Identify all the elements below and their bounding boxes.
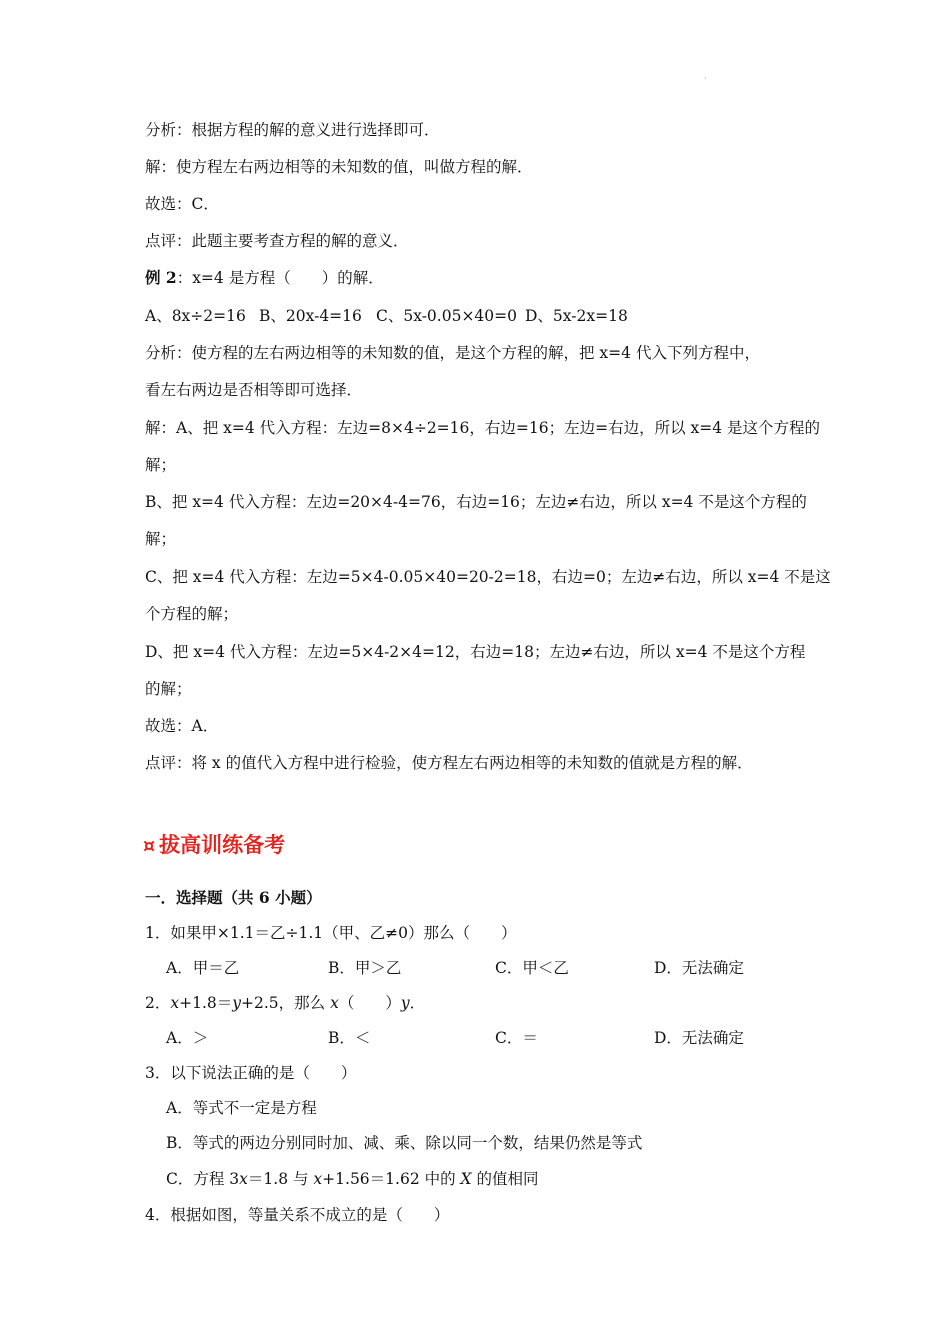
ex2-comment: 点评：将 x 的值代入方程中进行检验，使方程左右两边相等的未知数的值就是方程的解．: [145, 754, 753, 772]
ex2-sol-a-line1: 解：A、把 x=4 代入方程：左边=8×4÷2=16，右边=16；左边=右边，所以 x=4 是这个方程的: [145, 419, 821, 437]
q3-option-c: [166, 1168, 539, 1190]
q4-stem: 4．根据如图，等量关系不成立的是（ ）: [145, 1206, 450, 1224]
q3c-var-x: x: [239, 1170, 248, 1188]
ex1-answer: 故选：C．: [145, 195, 219, 213]
section-heading: [143, 830, 285, 861]
q2-var-x: x: [330, 994, 339, 1012]
ex2-analysis-line2: 看左右两边是否相等即可选择．: [145, 381, 363, 399]
q2-var-x: x: [170, 994, 180, 1012]
q3-option-a: A．等式不一定是方程: [166, 1099, 317, 1117]
q2-option-b: B．＜: [328, 1029, 371, 1047]
ex1-comment: 点评：此题主要考查方程的解的意义．: [145, 232, 409, 250]
q3c-text: 的值相同: [471, 1170, 539, 1188]
ex2-analysis-line1: 分析：使方程的左右两边相等的未知数的值，是这个方程的解，把 x=4 代入下列方程中，: [145, 344, 760, 362]
ex2-answer: 故选：A．: [145, 717, 219, 735]
header-dot: ·: [704, 74, 707, 83]
q1-option-c: C．甲＜乙: [495, 959, 569, 977]
q2-text: （ ）: [338, 994, 401, 1012]
q2-var-y: y: [232, 994, 242, 1012]
section-marker-icon: ¤: [143, 835, 156, 857]
q3c-text: +1.56＝1.62 中的: [322, 1170, 461, 1188]
q1-option-b: B．甲＞乙: [328, 959, 402, 977]
q2-text: +1.8＝: [179, 994, 233, 1012]
q3-option-b: B．等式的两边分别同时加、减、乘、除以同一个数，结果仍然是等式: [166, 1134, 643, 1152]
q3c-text: C．方程 3: [166, 1170, 240, 1188]
ex2-option-a: A、8x÷2=16: [145, 307, 246, 325]
q2-option-a: A．＞: [166, 1029, 209, 1047]
q1-stem: 1．如果甲×1.1＝乙÷1.1（甲、乙≠0）那么（ ）: [145, 924, 517, 942]
q3c-text: ＝1.8 与: [247, 1170, 314, 1188]
ex2-sol-c-line2: 个方程的解；: [145, 605, 239, 623]
ex2-stem: ：x=4 是方程（ ）的解．: [176, 269, 384, 287]
ex2-label: 例 2: [145, 268, 177, 287]
q3c-var-X: X: [460, 1170, 472, 1188]
ex2-option-b: B、20x-4=16: [259, 307, 362, 325]
q2-option-c: C．＝: [495, 1029, 538, 1047]
ex1-analysis: 分析：根据方程的解的意义进行选择即可．: [145, 121, 440, 139]
q2-text: +2.5，那么: [241, 994, 331, 1012]
ex2-sol-c-line1: C、把 x=4 代入方程：左边=5×4-0.05×40=20-2=18，右边=0；左边≠右边，所以 x=4 不是这: [145, 568, 831, 586]
q3c-var-x: x: [313, 1170, 323, 1188]
q2-var-y: y: [400, 994, 410, 1012]
q2-stem: [145, 992, 425, 1014]
section-title: 拔高训练备考: [159, 833, 286, 857]
q3-stem: 3．以下说法正确的是（ ）: [145, 1064, 357, 1082]
q2-text: ．: [409, 994, 426, 1012]
ex2-option-c: C、5x-0.05×40=0: [376, 307, 517, 325]
ex2-sol-a-line2: 解；: [145, 456, 177, 474]
ex2-sol-d-line1: D、把 x=4 代入方程：左边=5×4-2×4=12，右边=18；左边≠右边，所以 x=4 不是这个方程: [145, 643, 806, 661]
ex1-solution: 解：使方程左右两边相等的未知数的值，叫做方程的解．: [145, 158, 533, 176]
ex2-option-d: D、5x-2x=18: [525, 307, 628, 325]
q2-option-d: D．无法确定: [654, 1029, 744, 1047]
ex2-sol-d-line2: 的解；: [145, 680, 192, 698]
q1-option-a: A．甲＝乙: [166, 959, 240, 977]
q2-number: 2．: [145, 994, 171, 1012]
q1-option-d: D．无法确定: [654, 959, 744, 977]
part1-heading: 一．选择题（共 6 小题）: [145, 888, 322, 907]
ex2-question: [145, 267, 384, 289]
ex2-sol-b-line2: 解；: [145, 530, 177, 548]
ex2-sol-b-line1: B、把 x=4 代入方程：左边=20×4-4=76，右边=16；左边≠右边，所以 x=4 不是这个方程的: [145, 493, 807, 511]
